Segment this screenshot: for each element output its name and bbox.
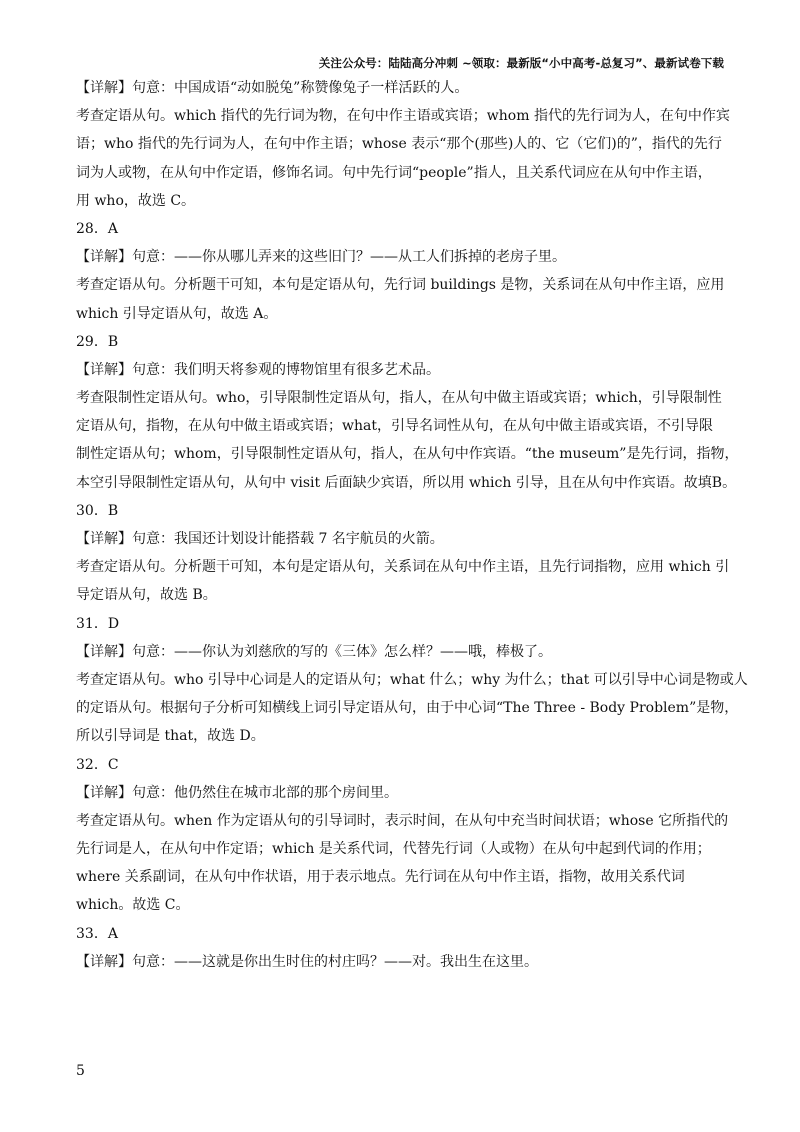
question-number: 28．A — [76, 220, 118, 237]
document-body — [76, 74, 748, 976]
text-line: which 引导定语从句，故选 A。 — [76, 305, 278, 322]
text-line: 语；who 指代的先行词为人，在句中作主语；whose 表示“那个(那些)人的、它（它们)的”，指代的先行 — [76, 136, 722, 153]
text-line: 的定语从句。根据句子分析可知横线上词引导定语从句，由于中心词“The Three - Body Problem”是物， — [76, 700, 739, 717]
text-line: 考查定语从句。when 作为定语从句的引导词时，表示时间，在从句中充当时间状语；whose 它所指代的 — [76, 812, 729, 829]
text-line: 词为人或物，在从句中作定语，修饰名词。句中先行词“people”指人，且关系代词应在从句中作主语， — [76, 164, 712, 181]
text-line: 用 who，故选 C。 — [76, 192, 196, 209]
text-line: 【详解】句意：他仍然住在城市北部的那个房间里。 — [76, 784, 398, 801]
text-line: 【详解】句意：——这就是你出生时住的村庄吗？——对。我出生在这里。 — [76, 953, 538, 970]
text-line: where 关系副词，在从句中作状语，用于表示地点。先行词在从句中作主语，指物，故用关系代词 — [76, 869, 685, 886]
question-number: 33．A — [76, 925, 118, 942]
text-line: 定语从句，指物，在从句中做主语或宾语；what，引导名词性从句，在从句中做主语或宾语，不引导限 — [76, 418, 713, 435]
text-line: 【详解】句意：——你从哪儿弄来的这些旧门？——从工人们拆掉的老房子里。 — [76, 249, 566, 266]
question-number: 31．D — [76, 615, 120, 632]
text-line: 【详解】句意：我国还计划设计能搭载 7 名宇航员的火箭。 — [76, 531, 444, 547]
text-line: 考查定语从句。分析题干可知，本句是定语从句，关系词在从句中作主语，且先行词指物，应用 which 引 — [76, 559, 730, 576]
text-line: 考查限制性定语从句。who，引导限制性定语从句，指人，在从句中做主语或宾语；which，引导限制性 — [76, 390, 722, 407]
text-line: 本空引导限制性定语从句，从句中 visit 后面缺少宾语，所以用 which 引导，且在从句中作宾语。故填B。 — [76, 474, 737, 491]
text-line: 制性定语从句；whom，引导限制性定语从句，指人，在从句中作宾语。“the museum”是先行词，指物， — [76, 446, 739, 463]
text-line: 【详解】句意：我们明天将参观的博物馆里有很多艺术品。 — [76, 361, 440, 378]
text-line: 考查定语从句。which 指代的先行词为物，在句中作主语或宾语；whom 指代的先行词为人，在句中作宾 — [76, 108, 730, 125]
page-number: 5 — [76, 1063, 85, 1079]
text-line: 所以引导词是 that，故选 D。 — [76, 728, 265, 745]
text-line: 【详解】句意：——你认为刘慈欣的写的《三体》怎么样？——哦，棒极了。 — [76, 643, 552, 660]
text-line: 导定语从句，故选 B。 — [76, 587, 217, 604]
text-line: 先行词是人，在从句中作定语；which 是关系代词，代替先行词（人或物）在从句中起到代词的作用； — [76, 841, 711, 858]
question-number: 30．B — [76, 502, 119, 519]
text-line: 考查定语从句。分析题干可知，本句是定语从句，先行词 buildings 是物，关系词在从句中作主语，应用 — [76, 277, 725, 294]
question-number: 32．C — [76, 756, 119, 773]
text-line: which。故选 C。 — [76, 897, 190, 914]
text-line: 【详解】句意：中国成语“动如脱兔”称赞像兔子一样活跃的人。 — [76, 80, 469, 96]
question-number: 29．B — [76, 333, 119, 350]
page-header-banner: 关注公众号：陆陆高分冲刺 ~领取：最新版“小中高考-总复习”、最新试卷下载 — [318, 56, 724, 70]
text-line: 考查定语从句。who 引导中心词是人的定语从句；what 什么；why 为什么；that 可以引导中心词是物或人 — [76, 671, 748, 688]
